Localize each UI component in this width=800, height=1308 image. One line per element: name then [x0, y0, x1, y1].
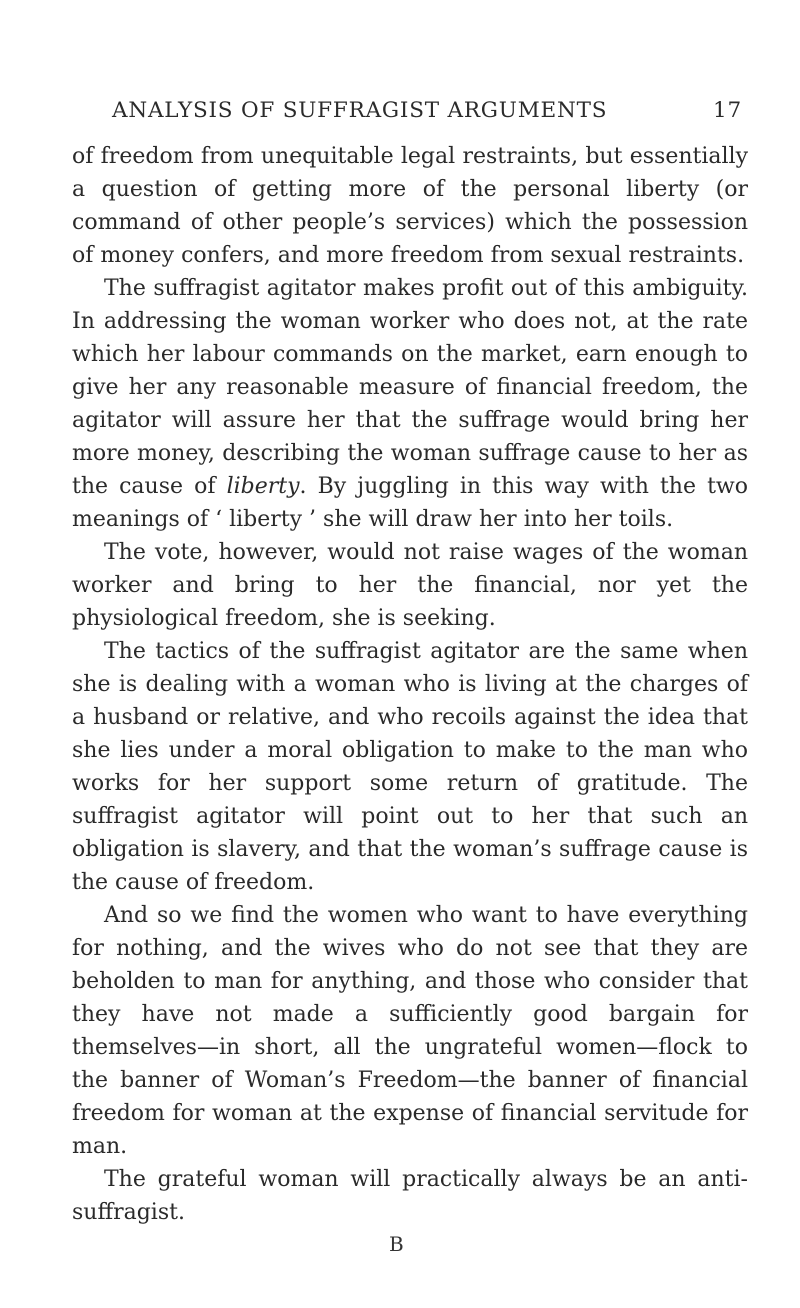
paragraph-6: [72, 1163, 748, 1229]
paragraph-2: [72, 272, 748, 536]
paragraph-5: [72, 899, 748, 1163]
paragraph-1-text: of freedom from unequitable legal restraints, but essentially a question of getting more of the personal liberty (or command of other people’s services) which the possession of money confers, and more freedom from sexual restraints.: [72, 144, 748, 268]
paragraph-3-text: The vote, however, would not raise wages of the woman worker and bring to her the financial, nor yet the physiological freedom, she is seeking.: [72, 540, 748, 631]
running-head-title: ANALYSIS OF SUFFRAGIST ARGUMENTS: [112, 98, 608, 123]
signature-mark: B: [389, 1232, 404, 1256]
running-head: [112, 98, 742, 123]
paragraph-2-emphasis: liberty: [226, 474, 300, 499]
paragraph-1: [72, 140, 748, 272]
paragraph-6-text: The grateful woman will practically always be an anti-suffragist.: [72, 1167, 748, 1225]
paragraph-2-text-start: The suffragist agitator makes profit out of this ambiguity. In addressing the woman worker who does not, at the rate which her labour commands on the market, earn enough to give her any reasonable measure of financial freedom, the agitator will assure her that the suffrage would bring her more money, describing the woman suffrage cause to her as the cause of: [72, 276, 748, 499]
paragraph-4-text: The tactics of the suffragist agitator are the same when she is dealing with a woman who is living at the charges of a husband or relative, and who recoils against the idea that she lies under a moral obligation to make to the man who works for her support some return of gratitude. The suffragist agitator will point out to her that such an obligation is slavery, and that the woman’s suffrage cause is the cause of freedom.: [72, 639, 748, 895]
paragraph-5-text: And so we find the women who want to have everything for nothing, and the wives who do not see that they are beholden to man for anything, and those who consider that they have not made a sufficiently good bargain for themselves—in short, all the ungrateful women—flock to the banner of Woman’s Freedom—the banner of financial freedom for woman at the expense of financial servitude for man.: [72, 903, 748, 1159]
paragraph-2-text-end: . By juggling in this way with the two meanings of ‘ liberty ’ she will draw her into her toils.: [72, 474, 748, 532]
paragraph-4: [72, 635, 748, 899]
page-number: 17: [713, 98, 742, 123]
body-text: [72, 140, 748, 1229]
paragraph-3: [72, 536, 748, 635]
